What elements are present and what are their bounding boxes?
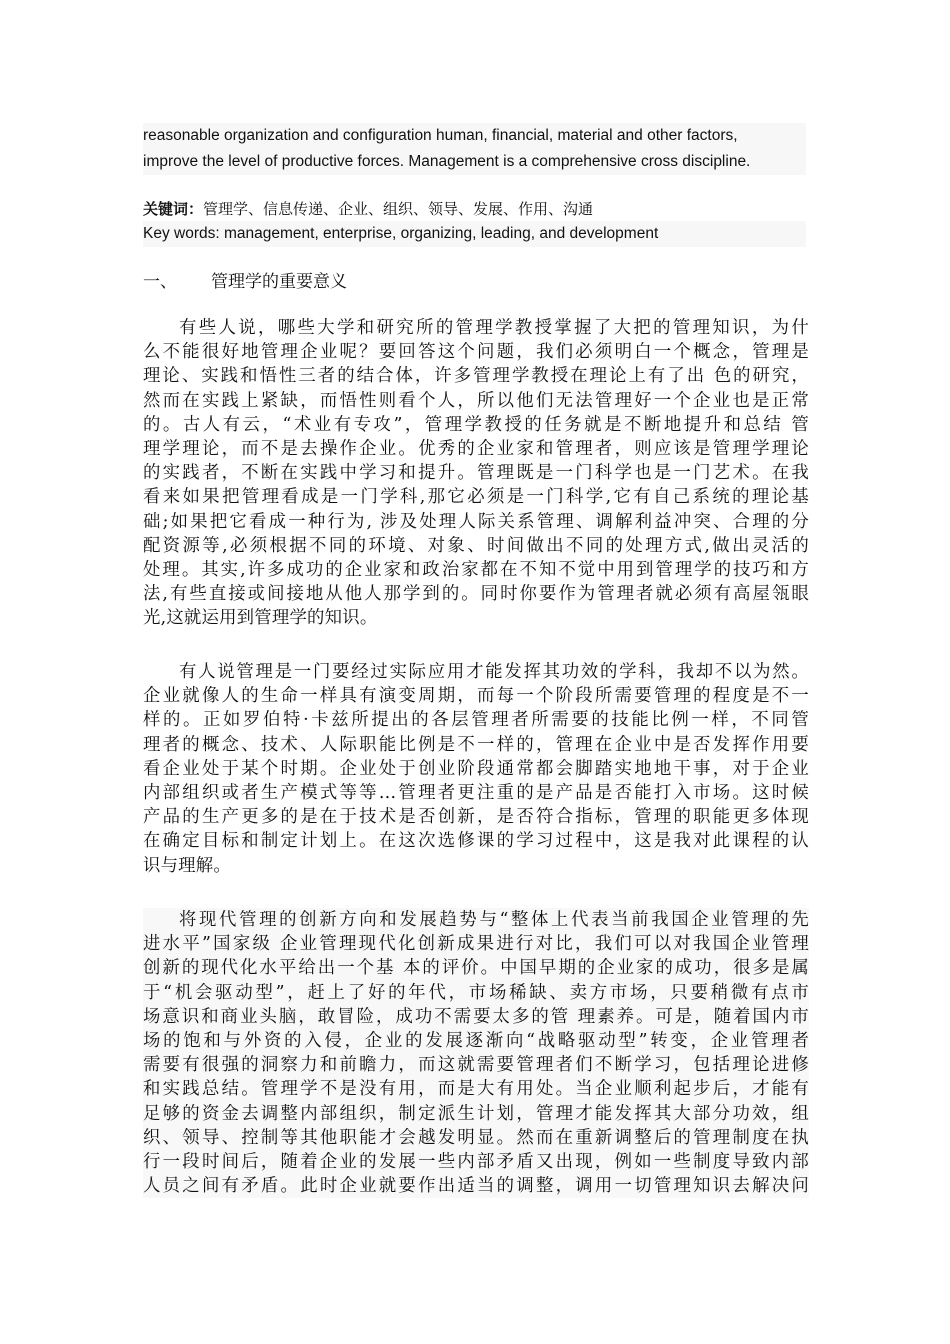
paragraph-line: 将现代管理的创新方向和发展趋势与“整体上代表当前我国企业管理的先 (179, 910, 809, 930)
section-title: 管理学的重要意义 (211, 272, 347, 292)
paragraph-line: 有些人说，哪些大学和研究所的管理学教授掌握了大把的管理知识，为什 (179, 318, 809, 338)
paragraph-line: 样的。正如罗伯特·卡兹所提出的各层管理者所需要的技能比例一样，不同管 (143, 710, 809, 731)
paragraph-line: 法,有些直接或间接地从他人那学到的。同时你要作为管理者就必须有高屋瓴眼 (143, 584, 809, 605)
paragraph-line: 于“机会驱动型”，赶上了好的年代，市场稀缺、卖方市场，只要稍微有点市 (143, 982, 809, 1003)
paragraph-line: 理者的概念、技术、人际职能比例是不一样的，管理在企业中是否发挥作用要 (143, 734, 809, 755)
paragraph-line: 和实践总结。管理学不是没有用，而是大有用处。当企业顺利起步后，才能有 (143, 1079, 809, 1100)
paragraph-line: 足够的资金去调整内部组织，制定派生计划，管理才能发挥其大部分功效，组 (143, 1103, 809, 1124)
abstract-line-1: reasonable organization and configuration human, financial, material and other factors, (143, 127, 738, 144)
paragraph-line: 的。古人有云，“术业有专攻”，管理学教授的任务就是不断地提升和总结 管 (143, 414, 809, 435)
paragraph-3 (143, 908, 809, 1198)
abstract-english (143, 123, 806, 175)
paragraph-line: 企业就像人的生命一样具有演变周期，而每一个阶段所需要管理的程度是不一 (143, 686, 809, 707)
paragraph-line: 创新的现代化水平给出一个基 本的评价。中国早期的企业家的成功，很多是属 (143, 958, 809, 979)
paragraph-line: 有人说管理是一门要经过实际应用才能发挥其功效的学科，我却不以为然。 (179, 662, 809, 682)
abstract-line-2: improve the level of productive forces. Management is a comprehensive cross discipline. (143, 153, 751, 170)
paragraph-line: 光,这就运用到管理学的知识。 (143, 608, 378, 629)
keywords-english-text: Key words: management, enterprise, organizing, leading, and development (143, 225, 659, 242)
paragraph-line: 织、领导、控制等其他职能才会越发明显。然而在重新调整后的管理制度在执 (143, 1127, 809, 1148)
paragraph-1 (143, 316, 809, 630)
paragraph-line: 理学理论，而不是去操作企业。优秀的企业家和管理者，则应该是管理学理论 (143, 438, 809, 459)
paragraph-line: 场的饱和与外资的入侵，企业的发展逐渐向“战略驱动型”转变，企业管理者 (143, 1030, 809, 1051)
paragraph-line: 配资源等,必须根据不同的环境、对象、时间做出不同的处理方式,做出灵活的 (143, 535, 809, 556)
paragraph-line: 看来如果把管理看成是一门学科,那它必须是一门科学,它有自己系统的理论基 (143, 487, 809, 508)
paragraph-line: 内部组织或者生产模式等等…管理者更注重的是产品是否能打入市场。这时候 (143, 782, 809, 803)
paragraph-line: 行一段时间后，随着企业的发展一些内部矛盾又出现，例如一些制度导致内部 (143, 1151, 809, 1172)
paragraph-line: 在确定目标和制定计划上。在这次选修课的学习过程中，这是我对此课程的认 (143, 831, 809, 852)
paragraph-line: 场意识和商业头脑，敢冒险，成功不需要太多的管 理素养。可是，随着国内市 (143, 1006, 809, 1027)
paragraph-line: 的实践者，不断在实践中学习和提升。管理既是一门科学也是一门艺术。在我 (143, 463, 809, 484)
keywords-chinese-text: 管理学、信息传递、企业、组织、领导、发展、作用、沟通 (203, 200, 594, 218)
paragraph-line: 需要有很强的洞察力和前瞻力，而这就需要管理者们不断学习，包括理论进修 (143, 1055, 809, 1076)
paragraph-line: 处理。其实,许多成功的企业家和政治家都在不知不觉中用到管理学的技巧和方 (143, 559, 809, 580)
section-heading (143, 269, 347, 295)
paragraph-line: 产品的生产更多的是在于技术是否创新，是否符合指标，管理的职能更多体现 (143, 807, 809, 828)
paragraph-line: 看企业处于某个时期。企业处于创业阶段通常都会脚踏实地地干事，对于企业 (143, 758, 809, 779)
paragraph-2 (143, 660, 809, 878)
paragraph-line: 然而在实践上紧缺，而悟性则看个人，所以他们无法管理好一个企业也是正常 (143, 390, 809, 411)
keywords-label: 关键词： (143, 200, 204, 218)
paragraph-line: 人员之间有矛盾。此时企业就要作出适当的调整，调用一切管理知识去解决问 (143, 1176, 809, 1197)
paragraph-line: 理论、实践和悟性三者的结合体，许多管理学教授在理论上有了出 色的研究， (143, 366, 809, 387)
paragraph-line: 进水平”国家级 企业管理现代化创新成果进行对比，我们可以对我国企业管理 (143, 934, 809, 955)
section-number: 一、 (143, 272, 177, 292)
keywords-chinese (143, 197, 593, 221)
paragraph-line: 识与理解。 (143, 855, 231, 876)
keywords-english (143, 221, 806, 247)
paragraph-line: 么不能很好地管理企业呢？要回答这个问题，我们必须明白一个概念，管理是 (143, 342, 809, 363)
paragraph-line: 础;如果把它看成一种行为, 涉及处理人际关系管理、调解利益冲突、合理的分 (143, 511, 809, 532)
